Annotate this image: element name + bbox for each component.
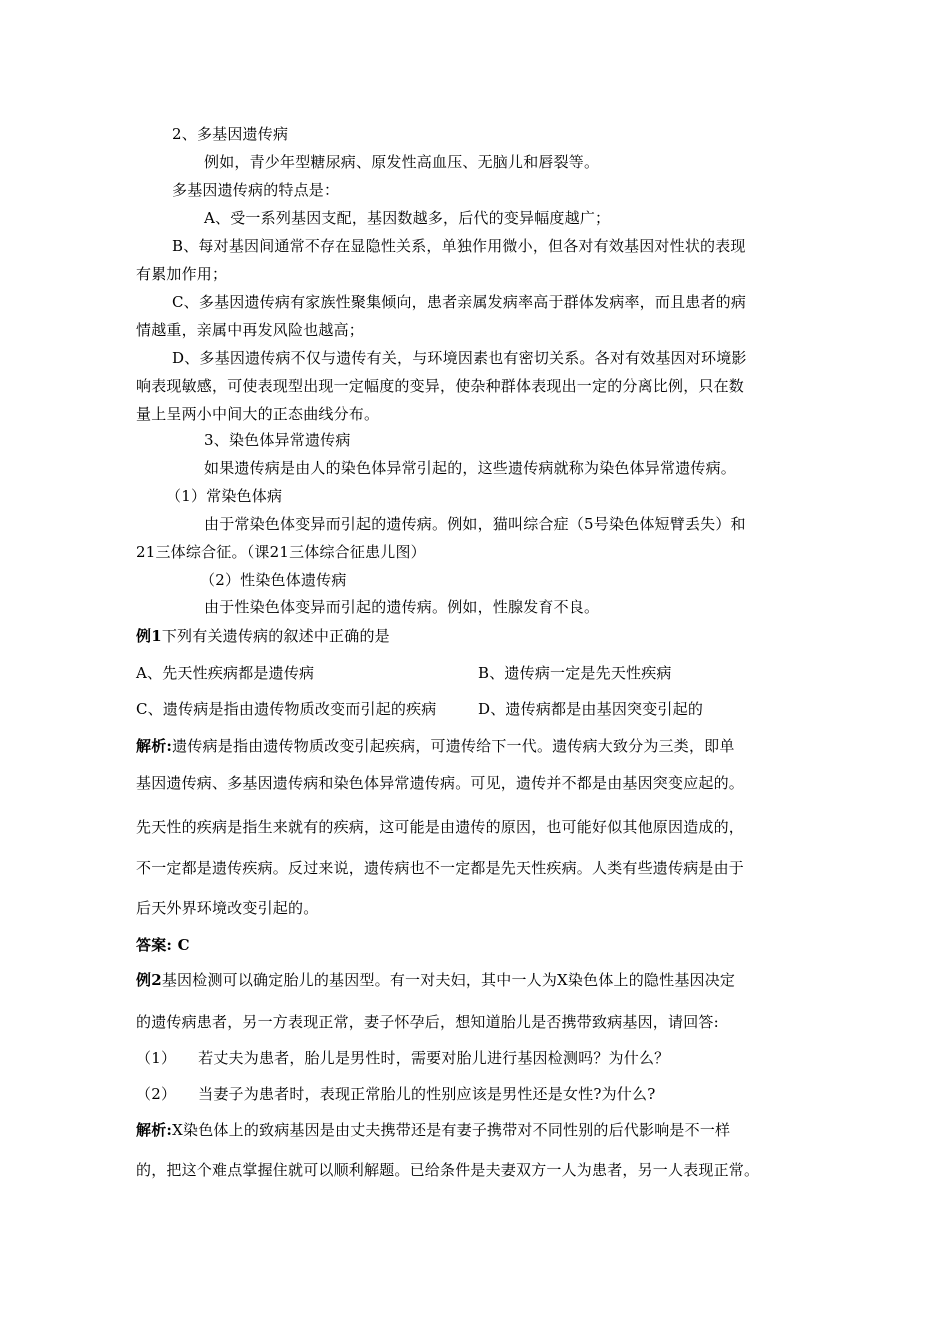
section2-heading: 2、多基因遗传病 <box>172 125 289 143</box>
feature-b-line1: B、每对基因间通常不存在显隐性关系，单独作用微小，但各对有效基因对性状的表现 <box>172 237 746 255</box>
example2-analysis-label: 解析: <box>136 1121 173 1139</box>
sub1-line2: 21三体综合征。（课21三体综合征患儿图） <box>136 543 426 561</box>
feature-a: A、受一系列基因支配，基因数越多，后代的变异幅度越广； <box>204 209 611 227</box>
sub2-line1: 由于性染色体变异而引起的遗传病。例如，性腺发育不良。 <box>204 598 600 616</box>
example2-q1 <box>136 1048 669 1068</box>
example2-question-text: 基因检测可以确定胎儿的基因型。有一对夫妇，其中一人为X染色体上的隐性基因决定 <box>161 971 736 989</box>
q2-number: （2） <box>136 1085 177 1103</box>
q1-text: 若丈夫为患者，胎儿是男性时，需要对胎儿进行基因检测吗？为什么？ <box>198 1049 670 1067</box>
answer-value: C <box>177 936 190 954</box>
feature-d-line2: 响表现敏感，可使表现型出现一定幅度的变异，使杂种群体表现出一定的分离比例，只在数 <box>136 377 745 395</box>
example1-analysis-line3: 先天性的疾病是指生来就有的疾病，这可能是由遗传的原因，也可能好似其他原因造成的， <box>136 818 745 836</box>
q1-number: （1） <box>136 1049 177 1067</box>
feature-c-line1: C、多基因遗传病有家族性聚集倾向，患者亲属发病率高于群体发病率，而且患者的病 <box>172 293 747 311</box>
example1-analysis-text: 遗传病是指由遗传物质改变引起疾病，可遗传给下一代。遗传病大致分为三类，即单 <box>172 737 735 755</box>
example1-analysis-line1 <box>136 736 735 756</box>
example1-answer <box>136 935 190 955</box>
section3-heading: 3、染色体异常遗传病 <box>204 431 351 449</box>
example2-question-line2: 的遗传病患者，另一方表现正常，妻子怀孕后，想知道胎儿是否携带致病基因，请回答: <box>136 1013 719 1031</box>
section3-definition: 如果遗传病是由人的染色体异常引起的，这些遗传病就称为染色体异常遗传病。 <box>204 459 737 477</box>
feature-b-line2: 有累加作用； <box>136 265 228 283</box>
option-b: B、遗传病一定是先天性疾病 <box>478 664 672 682</box>
feature-d-line3: 量上呈两小中间大的正态曲线分布。 <box>136 405 380 423</box>
answer-label: 答案: <box>136 936 173 954</box>
feature-d-line1: D、多基因遗传病不仅与遗传有关，与环境因素也有密切关系。各对有效基因对环境影 <box>172 349 747 367</box>
sub2-heading: （2）性染色体遗传病 <box>200 571 347 589</box>
feature-c-line2: 情越重，亲属中再发风险也越高； <box>136 321 365 339</box>
section2-features-title: 多基因遗传病的特点是： <box>172 181 340 199</box>
example2-analysis-text: X染色体上的致病基因是由丈夫携带还是有妻子携带对不同性别的后代影响是不一样 <box>172 1121 731 1139</box>
example2-analysis-line2: 的，把这个难点掌握住就可以顺利解题。已给条件是夫妻双方一人为患者，另一人表现正常。 <box>136 1161 760 1179</box>
example1-question <box>136 626 390 646</box>
example2-question-line1 <box>136 970 735 990</box>
option-a: A、先天性疾病都是遗传病 <box>136 664 315 682</box>
example2-q2 <box>136 1084 655 1104</box>
example1-analysis-label: 解析: <box>136 737 173 755</box>
example1-label: 例1 <box>136 627 162 645</box>
example2-analysis-line1 <box>136 1120 730 1140</box>
q2-text: 当妻子为患者时，表现正常胎儿的性别应该是男性还是女性?为什么? <box>198 1085 656 1103</box>
option-c: C、遗传病是指由遗传物质改变而引起的疾病 <box>136 700 437 718</box>
sub1-line1: 由于常染色体变异而引起的遗传病。例如，猫叫综合症（5号染色体短臂丢失）和 <box>204 515 746 533</box>
example1-analysis-line2: 基因遗传病、多基因遗传病和染色体异常遗传病。可见，遗传并不都是由基因突变应起的。 <box>136 774 745 792</box>
section2-example: 例如，青少年型糖尿病、原发性高血压、无脑儿和唇裂等。 <box>204 153 600 171</box>
option-d: D、遗传病都是由基因突变引起的 <box>478 700 704 718</box>
example1-question-text: 下列有关遗传病的叙述中正确的是 <box>161 627 390 645</box>
example2-label: 例2 <box>136 971 162 989</box>
example1-analysis-line5: 后天外界环境改变引起的。 <box>136 899 319 917</box>
sub1-heading: （1）常染色体病 <box>166 487 283 505</box>
example1-analysis-line4: 不一定都是遗传疾病。反过来说，遗传病也不一定都是先天性疾病。人类有些遗传病是由于 <box>136 859 745 877</box>
